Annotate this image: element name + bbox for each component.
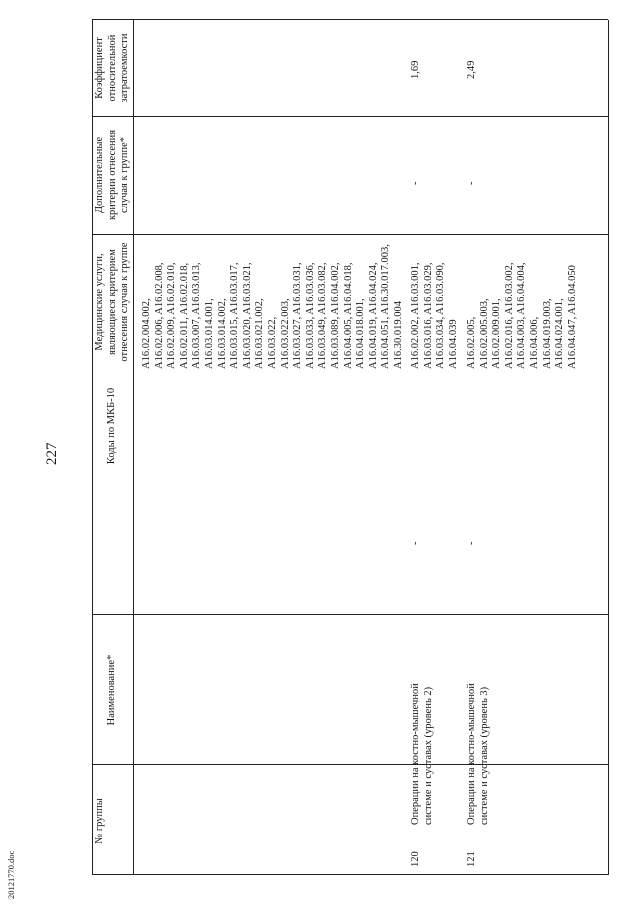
- service-line: A16.04.005, A16.04.018,: [342, 262, 354, 369]
- service-line: A16.04.024.001,: [554, 298, 566, 369]
- row-icd-code: -: [466, 541, 477, 545]
- header-icd-codes: Коды по МКБ-10: [106, 387, 117, 465]
- service-line: A16.02.009.001,: [491, 298, 503, 369]
- header-coefficient: Коэффициент относительной затратоемкости: [94, 33, 130, 103]
- service-line: A16.02.005,: [466, 316, 477, 369]
- row-name-line: системе и суставах (уровень 2): [422, 686, 434, 825]
- service-line: A16.03.020, A16.03.021,: [241, 262, 253, 369]
- service-line: A16.03.015, A16.03.017,: [229, 262, 241, 369]
- row-name: [466, 683, 491, 825]
- service-line: A16.30.019.004: [392, 301, 404, 369]
- service-line: A16.02.016, A16.03.002,: [503, 262, 515, 369]
- service-line: A16.02.002, A16.03.001,: [410, 262, 421, 369]
- service-line: A16.03.089, A16.04.002,: [329, 262, 341, 369]
- service-line: A16.03.014.002,: [216, 298, 228, 369]
- service-line: A16.03.022.003,: [279, 298, 291, 369]
- service-line: A16.03.007, A16.03.013,: [191, 262, 203, 369]
- service-line: A16.03.016, A16.03.029,: [422, 262, 434, 369]
- row-coefficient: 1,69: [410, 60, 421, 79]
- row-name-line: системе и суставах (уровень 3): [478, 686, 490, 825]
- row-extra-criteria: -: [466, 181, 477, 185]
- service-line: A16.03.021.002,: [254, 298, 266, 369]
- continuation-services: [141, 244, 405, 369]
- header-services: Медицинские услуги, являющиеся критерием отнесения случая к группе: [94, 242, 130, 362]
- row-name: [410, 683, 435, 825]
- service-line: A16.03.049, A16.03.082,: [317, 262, 329, 369]
- row-extra-criteria: -: [410, 181, 421, 185]
- row-services: [466, 263, 579, 369]
- service-line: A16.02.004.002,: [141, 298, 152, 369]
- service-line: A16.03.033, A16.03.036,: [304, 262, 316, 369]
- service-line: A16.04.047, A16.04.050: [566, 265, 578, 369]
- header-extra-criteria: Дополнительные критерии отнесения случая к группе*: [94, 129, 130, 221]
- service-line: A16.02.005.003,: [478, 298, 490, 369]
- header-group-no: № группы: [94, 798, 105, 844]
- row-group-number: 121: [466, 851, 477, 867]
- page-number: 227: [44, 442, 60, 465]
- service-line: A16.04.018.001,: [355, 298, 367, 369]
- service-line: A16.04.039: [447, 319, 459, 369]
- row-icd-code: -: [410, 541, 421, 545]
- service-line: A16.03.022,: [266, 316, 278, 369]
- service-line: A16.04.051, A16.30.017.003,: [380, 244, 392, 369]
- service-line: A16.04.019.003,: [541, 298, 553, 369]
- service-line: A16.02.006, A16.02.008,: [153, 262, 165, 369]
- footer-filename: 20121770.doc: [6, 850, 16, 899]
- service-line: A16.03.034, A16.03.090,: [435, 262, 447, 369]
- row-name-line: Операции на костно-мышечной: [410, 683, 421, 825]
- row-services: [410, 263, 460, 369]
- service-line: A16.02.011, A16.02.018,: [178, 262, 190, 369]
- header-name: Наименование*: [106, 654, 117, 726]
- service-line: A16.03.014.001,: [203, 298, 215, 369]
- row-coefficient: 2,49: [466, 60, 477, 79]
- row-name-line: Операции на костно-мышечной: [466, 683, 477, 825]
- row-group-number: 120: [410, 851, 421, 867]
- service-line: A16.04.006,: [528, 316, 540, 369]
- service-line: A16.03.027, A16.03.031,: [292, 262, 304, 369]
- service-line: A16.04.003, A16.04.004,: [516, 262, 528, 369]
- service-line: A16.04.019, A16.04.024,: [367, 262, 379, 369]
- service-line: A16.02.009, A16.02.010,: [166, 262, 178, 369]
